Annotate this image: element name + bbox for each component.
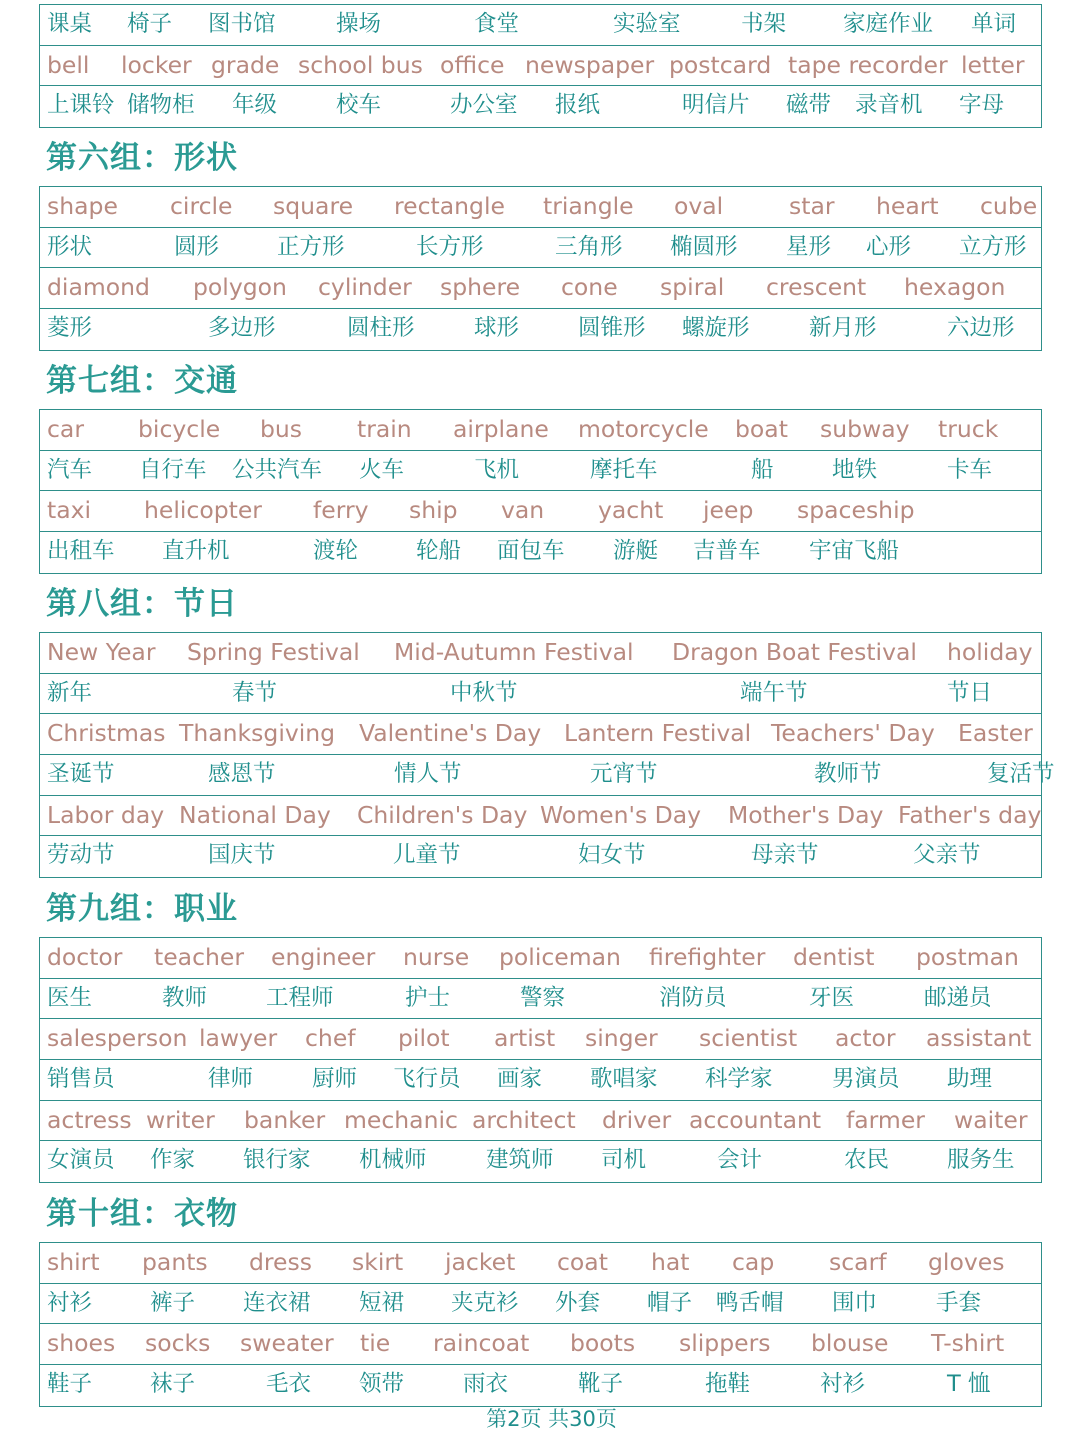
word-cell: doctor	[47, 943, 123, 971]
word-cell: rectangle	[394, 192, 505, 220]
word-cell: van	[501, 496, 545, 525]
word-cell: shoes	[47, 1329, 116, 1358]
word-cell: helicopter	[144, 496, 262, 525]
table-row	[40, 491, 1041, 532]
word-cell: polygon	[193, 273, 287, 302]
word-cell: waiter	[954, 1105, 1028, 1134]
word-cell: sphere	[440, 273, 521, 302]
word-cell: 自行车	[139, 456, 207, 483]
word-cell: New Year	[47, 638, 156, 666]
word-cell: 银行家	[243, 1147, 311, 1174]
table-row	[40, 1243, 1041, 1284]
word-cell: 牙医	[809, 984, 855, 1011]
word-cell: car	[47, 415, 84, 443]
word-cell: Mid-Autumn Festival	[394, 638, 634, 666]
word-cell: holiday	[947, 638, 1033, 666]
word-cell: subway	[820, 415, 910, 443]
word-cell: 销售员	[47, 1066, 115, 1093]
word-cell: 六边形	[947, 315, 1015, 342]
word-cell: 劳动节	[47, 842, 115, 869]
table-row	[40, 5, 1041, 46]
table-row	[40, 309, 1041, 350]
word-cell: 报纸	[555, 92, 601, 119]
word-cell: 机械师	[359, 1147, 427, 1174]
word-cell: 字母	[959, 92, 1005, 119]
word-cell: circle	[170, 192, 233, 220]
word-cell: Christmas	[47, 719, 166, 748]
word-cell: cylinder	[318, 273, 412, 302]
word-cell: bus	[260, 415, 303, 443]
word-cell: boots	[570, 1329, 636, 1358]
word-cell: Lantern Festival	[564, 719, 752, 748]
word-cell: ferry	[313, 496, 369, 525]
word-cell: actor	[835, 1024, 896, 1053]
word-cell: postman	[916, 943, 1019, 971]
word-cell: Teachers' Day	[771, 719, 935, 748]
table-row	[40, 714, 1041, 755]
word-cell: shirt	[47, 1248, 100, 1276]
word-cell: newspaper	[525, 50, 655, 79]
word-cell: 帽子	[647, 1289, 693, 1316]
word-cell: 多边形	[208, 315, 276, 342]
word-cell: 围巾	[832, 1289, 878, 1316]
word-cell: engineer	[271, 943, 376, 971]
word-cell: 图书馆	[208, 11, 276, 37]
word-cell: gloves	[928, 1248, 1005, 1276]
word-cell: 飞行员	[393, 1066, 461, 1093]
word-cell: 上课铃	[47, 92, 115, 119]
word-cell: lawyer	[199, 1024, 278, 1053]
word-cell: 节日	[947, 679, 993, 706]
word-cell: 储物柜	[127, 92, 195, 119]
word-cell: office	[440, 50, 505, 79]
table-row	[40, 1101, 1041, 1142]
word-cell: 出租车	[47, 538, 115, 565]
word-cell: 衬衫	[47, 1289, 93, 1316]
word-cell: Father's day	[898, 800, 1042, 829]
word-cell: 书架	[741, 11, 787, 37]
word-cell: 正方形	[277, 233, 345, 260]
word-cell: yacht	[598, 496, 664, 525]
word-cell: 鸭舌帽	[716, 1289, 784, 1316]
word-cell: raincoat	[433, 1329, 530, 1358]
table-row	[40, 633, 1041, 674]
word-cell: 农民	[844, 1147, 890, 1174]
word-cell: letter	[961, 50, 1025, 79]
word-cell: 助理	[947, 1066, 993, 1093]
table-row	[40, 1365, 1041, 1406]
table-row	[40, 836, 1041, 877]
word-cell: 摩托车	[590, 456, 658, 483]
word-cell: diamond	[47, 273, 150, 302]
word-cell: triangle	[543, 192, 634, 220]
word-cell: firefighter	[649, 943, 766, 971]
group-heading-occupations: 第九组：职业	[46, 891, 238, 927]
word-cell: spaceship	[797, 496, 915, 525]
word-cell: 裤子	[150, 1289, 196, 1316]
word-cell: truck	[938, 415, 999, 443]
table-row	[40, 451, 1041, 492]
table-row	[40, 187, 1041, 228]
word-cell: 单词	[971, 11, 1017, 37]
word-cell: 年级	[232, 92, 278, 119]
word-cell: 国庆节	[208, 842, 276, 869]
table-row	[40, 674, 1041, 715]
table-row	[40, 532, 1041, 573]
word-cell: 医生	[47, 984, 93, 1011]
word-cell: 律师	[208, 1066, 254, 1093]
word-cell: skirt	[352, 1248, 404, 1276]
word-cell: socks	[145, 1329, 211, 1358]
word-cell: jeep	[703, 496, 754, 525]
word-cell: hexagon	[904, 273, 1006, 302]
word-cell: accountant	[689, 1105, 822, 1134]
word-cell: Children's Day	[357, 800, 528, 829]
word-cell: 领带	[359, 1371, 405, 1398]
word-cell: grade	[211, 50, 280, 79]
word-cell: sweater	[240, 1329, 334, 1358]
word-cell: airplane	[453, 415, 549, 443]
table-row	[40, 979, 1041, 1020]
word-cell: 立方形	[959, 233, 1027, 260]
word-cell: 轮船	[416, 538, 462, 565]
word-cell: 靴子	[578, 1371, 624, 1398]
word-cell: 磁带	[786, 92, 832, 119]
table-row	[40, 1060, 1041, 1101]
word-cell: 船	[751, 456, 774, 483]
table-row	[40, 268, 1041, 309]
word-cell: 三角形	[555, 233, 623, 260]
word-cell: teacher	[154, 943, 245, 971]
word-cell: 椅子	[127, 11, 173, 37]
word-cell: 邮递员	[924, 984, 992, 1011]
word-cell: 短裙	[359, 1289, 405, 1316]
word-cell: 司机	[601, 1147, 647, 1174]
word-cell: 夹克衫	[451, 1289, 519, 1316]
word-cell: 公共汽车	[232, 456, 323, 483]
word-cell: 面包车	[497, 538, 565, 565]
word-cell: Labor day	[47, 800, 165, 829]
word-cell: 食堂	[474, 11, 520, 37]
word-cell: 汽车	[47, 456, 93, 483]
word-cell: Mother's Day	[728, 800, 884, 829]
word-cell: 警察	[520, 984, 566, 1011]
word-cell: 外套	[555, 1289, 601, 1316]
word-cell: 宇宙飞船	[809, 538, 900, 565]
word-cell: 教师	[162, 984, 208, 1011]
word-cell: 母亲节	[751, 842, 819, 869]
word-cell: 课桌	[47, 11, 93, 37]
word-cell: oval	[674, 192, 724, 220]
word-cell: slippers	[679, 1329, 771, 1358]
table-row	[40, 1019, 1041, 1060]
word-cell: 球形	[474, 315, 520, 342]
word-cell: 手套	[936, 1289, 982, 1316]
word-cell: actress	[47, 1105, 132, 1134]
word-cell: 形状	[47, 233, 93, 260]
word-cell: hat	[651, 1248, 690, 1276]
group-table-shapes	[39, 186, 1042, 351]
word-cell: Easter	[958, 719, 1033, 748]
word-cell: 录音机	[855, 92, 923, 119]
word-cell: 儿童节	[393, 842, 461, 869]
word-cell: 袜子	[150, 1371, 196, 1398]
table-row	[40, 796, 1041, 837]
word-cell: 长方形	[416, 233, 484, 260]
word-cell: 操场	[336, 11, 382, 37]
word-cell: 消防员	[659, 984, 727, 1011]
word-cell: 渡轮	[313, 538, 359, 565]
word-cell: farmer	[846, 1105, 925, 1134]
word-cell: mechanic	[344, 1105, 458, 1134]
word-cell: architect	[472, 1105, 576, 1134]
group-table-festivals	[39, 632, 1055, 878]
group-table-occupations	[39, 937, 1042, 1183]
word-cell: banker	[244, 1105, 326, 1134]
table-row	[40, 1324, 1041, 1365]
group-heading-clothing: 第十组：衣物	[46, 1196, 238, 1232]
word-cell: 复活节	[987, 761, 1055, 788]
word-cell: heart	[876, 192, 939, 220]
word-cell: 地铁	[832, 456, 878, 483]
word-cell: locker	[121, 50, 192, 79]
word-cell: Spring Festival	[187, 638, 360, 666]
word-cell: 火车	[359, 456, 405, 483]
word-cell: dentist	[793, 943, 875, 971]
word-cell: postcard	[669, 50, 772, 79]
word-cell: 情人节	[394, 761, 462, 788]
group-table-clothing	[39, 1242, 1042, 1407]
word-cell: 作家	[150, 1147, 196, 1174]
word-cell: 教师节	[814, 761, 882, 788]
word-cell: 毛衣	[266, 1371, 312, 1398]
word-cell: tie	[360, 1329, 391, 1358]
word-cell: 办公室	[450, 92, 518, 119]
table-row	[40, 755, 1055, 796]
word-cell: 校车	[336, 92, 382, 119]
word-cell: star	[789, 192, 835, 220]
word-cell: bell	[47, 50, 90, 79]
table-row	[40, 228, 1041, 269]
group-table-transport	[39, 409, 1042, 574]
word-cell: 厨师	[312, 1066, 358, 1093]
word-cell: 父亲节	[913, 842, 981, 869]
word-cell: 新月形	[809, 315, 877, 342]
word-cell: blouse	[811, 1329, 889, 1358]
word-cell: 卡车	[947, 456, 993, 483]
word-cell: 妇女节	[578, 842, 646, 869]
word-cell: 圆柱形	[347, 315, 415, 342]
word-cell: 男演员	[832, 1066, 900, 1093]
word-cell: 螺旋形	[682, 315, 750, 342]
table-row	[40, 1284, 1041, 1325]
word-cell: jacket	[445, 1248, 516, 1276]
word-cell: 连衣裙	[243, 1289, 311, 1316]
word-cell: 心形	[866, 233, 912, 260]
word-cell: salesperson	[47, 1024, 188, 1053]
word-cell: scientist	[699, 1024, 798, 1053]
word-cell: 实验室	[613, 11, 681, 37]
word-cell: 家庭作业	[843, 11, 934, 37]
group-heading-transport: 第七组：交通	[46, 363, 238, 399]
word-cell: dress	[249, 1248, 313, 1276]
word-cell: 服务生	[947, 1147, 1015, 1174]
word-cell: 圆形	[174, 233, 220, 260]
word-cell: motorcycle	[578, 415, 709, 443]
word-cell: 雨衣	[463, 1371, 509, 1398]
word-cell: 吉普车	[693, 538, 761, 565]
table-row	[40, 46, 1041, 87]
page-number: 第2页 共30页	[486, 1407, 617, 1431]
word-cell: Valentine's Day	[359, 719, 542, 748]
word-cell: ship	[409, 496, 458, 525]
word-cell: school bus	[298, 50, 423, 79]
word-cell: scarf	[829, 1248, 887, 1276]
word-cell: 春节	[232, 679, 278, 706]
word-cell: writer	[146, 1105, 215, 1134]
table-row	[40, 86, 1041, 127]
word-cell: driver	[602, 1105, 672, 1134]
word-cell: 菱形	[47, 315, 93, 342]
word-cell: Women's Day	[540, 800, 702, 829]
word-cell: policeman	[499, 943, 621, 971]
word-cell: 直升机	[162, 538, 230, 565]
word-cell: 画家	[497, 1066, 543, 1093]
table-row	[40, 1141, 1041, 1182]
word-cell: Dragon Boat Festival	[672, 638, 917, 666]
word-cell: 新年	[47, 679, 93, 706]
word-cell: T 恤	[947, 1371, 991, 1398]
word-cell: square	[273, 192, 354, 220]
word-cell: 衬衫	[820, 1371, 866, 1398]
group-heading-shapes: 第六组：形状	[46, 140, 238, 176]
word-cell: 中秋节	[450, 679, 518, 706]
word-cell: pilot	[398, 1024, 450, 1053]
group-table-school	[39, 4, 1042, 128]
word-cell: 飞机	[474, 456, 520, 483]
table-row	[40, 938, 1041, 979]
word-cell: 建筑师	[486, 1147, 554, 1174]
word-cell: coat	[557, 1248, 608, 1276]
word-cell: 护士	[405, 984, 451, 1011]
word-cell: 星形	[786, 233, 832, 260]
word-cell: National Day	[179, 800, 331, 829]
word-cell: 圆锥形	[578, 315, 646, 342]
word-cell: cube	[980, 192, 1038, 220]
word-cell: 游艇	[613, 538, 659, 565]
word-cell: crescent	[766, 273, 867, 302]
word-cell: 明信片	[682, 92, 750, 119]
word-cell: 科学家	[705, 1066, 773, 1093]
word-cell: Thanksgiving	[179, 719, 336, 748]
word-cell: spiral	[660, 273, 725, 302]
word-cell: nurse	[403, 943, 470, 971]
word-cell: 圣诞节	[47, 761, 115, 788]
word-cell: 工程师	[266, 984, 334, 1011]
group-heading-festivals: 第八组：节日	[46, 586, 238, 622]
word-cell: 女演员	[47, 1147, 115, 1174]
word-cell: cone	[561, 273, 618, 302]
word-cell: boat	[735, 415, 788, 443]
word-cell: 端午节	[740, 679, 808, 706]
word-cell: 拖鞋	[705, 1371, 751, 1398]
table-row	[40, 410, 1041, 451]
word-cell: 会计	[717, 1147, 763, 1174]
word-cell: 元宵节	[590, 761, 658, 788]
word-cell: tape recorder	[788, 50, 948, 79]
word-cell: T-shirt	[931, 1329, 1005, 1358]
word-cell: 鞋子	[47, 1371, 93, 1398]
word-cell: cap	[732, 1248, 775, 1276]
word-cell: 感恩节	[208, 761, 276, 788]
word-cell: artist	[494, 1024, 556, 1053]
word-cell: taxi	[47, 496, 92, 525]
word-cell: singer	[585, 1024, 658, 1053]
word-cell: chef	[305, 1024, 356, 1053]
word-cell: 椭圆形	[670, 233, 738, 260]
word-cell: bicycle	[138, 415, 221, 443]
word-cell: shape	[47, 192, 118, 220]
word-cell: train	[357, 415, 412, 443]
word-cell: assistant	[926, 1024, 1032, 1053]
word-cell: pants	[142, 1248, 208, 1276]
word-cell: 歌唱家	[590, 1066, 658, 1093]
